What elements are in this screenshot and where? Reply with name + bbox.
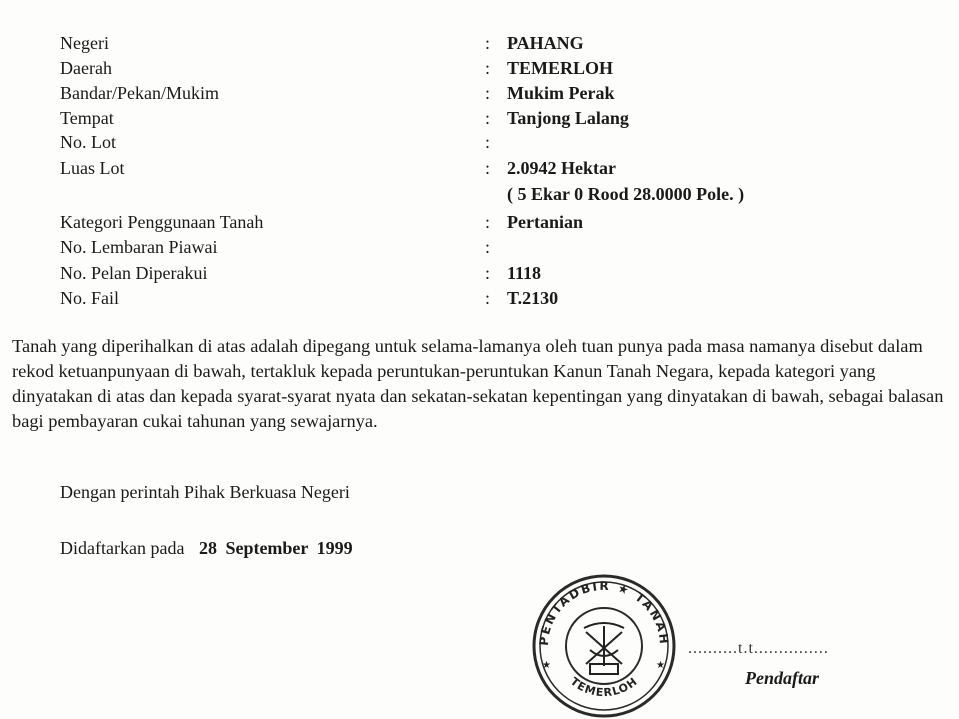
field-label: No. Fail — [60, 288, 120, 308]
field-value: T.2130 — [507, 288, 559, 308]
field-row-negeri — [60, 30, 940, 56]
signature-title: Pendaftar — [745, 668, 819, 688]
field-label: Negeri — [60, 33, 109, 53]
field-label: Daerah — [60, 58, 112, 78]
field-colon: : — [485, 263, 491, 283]
field-colon: : — [485, 108, 491, 128]
registered-date: 28 September 1999 — [198, 538, 353, 558]
field-label: Tempat — [60, 108, 114, 128]
field-colon: : — [485, 237, 491, 257]
field-label: No. Pelan Diperakui — [60, 263, 208, 283]
seal-bottom-text: TEMERLOH — [567, 674, 641, 700]
field-value: PAHANG — [507, 33, 584, 53]
svg-text:★: ★ — [656, 660, 665, 671]
field-label: Bandar/Pekan/Mukim — [60, 83, 219, 103]
signature-line: ..........t.t............... — [688, 640, 829, 657]
field-row-pelan — [60, 260, 940, 286]
field-colon: : — [485, 212, 491, 232]
field-value: 1118 — [507, 263, 542, 283]
field-label: No. Lot — [60, 132, 116, 152]
svg-text:TEMERLOH — [568, 675, 640, 699]
order-line: Dengan perintah Pihak Berkuasa Negeri — [60, 482, 350, 502]
field-value: 2.0942 Hektar — [507, 158, 616, 178]
field-value: Pertanian — [507, 212, 583, 232]
registered-label: Didaftarkan pada — [60, 538, 185, 558]
registration-line — [60, 538, 353, 559]
land-office-seal — [524, 568, 684, 718]
field-value: Tanjong Lalang — [507, 108, 629, 128]
field-row-tempat — [60, 105, 940, 131]
svg-text:★: ★ — [542, 660, 551, 671]
field-label: Kategori Penggunaan Tanah — [60, 212, 264, 232]
field-colon: : — [485, 132, 491, 152]
field-value: Mukim Perak — [507, 83, 615, 103]
field-row-fail — [60, 285, 940, 311]
area-imperial: ( 5 Ekar 0 Rood 28.0000 Pole. ) — [507, 184, 745, 204]
field-colon: : — [485, 33, 491, 53]
field-label: Luas Lot — [60, 158, 125, 178]
seal-top-text: PENTADBIR ★ TANAH — [536, 578, 672, 647]
field-colon: : — [485, 83, 491, 103]
crest-emblem-icon — [584, 623, 624, 674]
field-row-luas-lot — [60, 155, 940, 181]
field-value: TEMERLOH — [507, 58, 614, 78]
field-row-kategori — [60, 209, 940, 235]
field-colon: : — [485, 58, 491, 78]
field-row-daerah — [60, 55, 940, 81]
field-row-mukim — [60, 80, 940, 106]
tenure-paragraph: Tanah yang diperihalkan di atas adalah dipegang untuk selama-lamanya oleh tuan punya pada masa namanya disebut dalam rekod ketuanpunyaan di bawah, tertakluk kepada peruntukan-peruntukan Kanun Tanah Negara, kepada kategori yang dinyatakan di atas dan kepada syarat-syarat nyata dan sekatan-sekatan kepentingan yang dinyatakan di bawah, sebagai balasan bagi pembayaran cukai tahunan yang sewajarnya. — [12, 336, 944, 431]
field-colon: : — [485, 288, 491, 308]
field-row-no-lot — [60, 129, 940, 155]
field-colon: : — [485, 158, 491, 178]
field-label: No. Lembaran Piawai — [60, 237, 218, 257]
field-row-lembaran — [60, 234, 940, 260]
